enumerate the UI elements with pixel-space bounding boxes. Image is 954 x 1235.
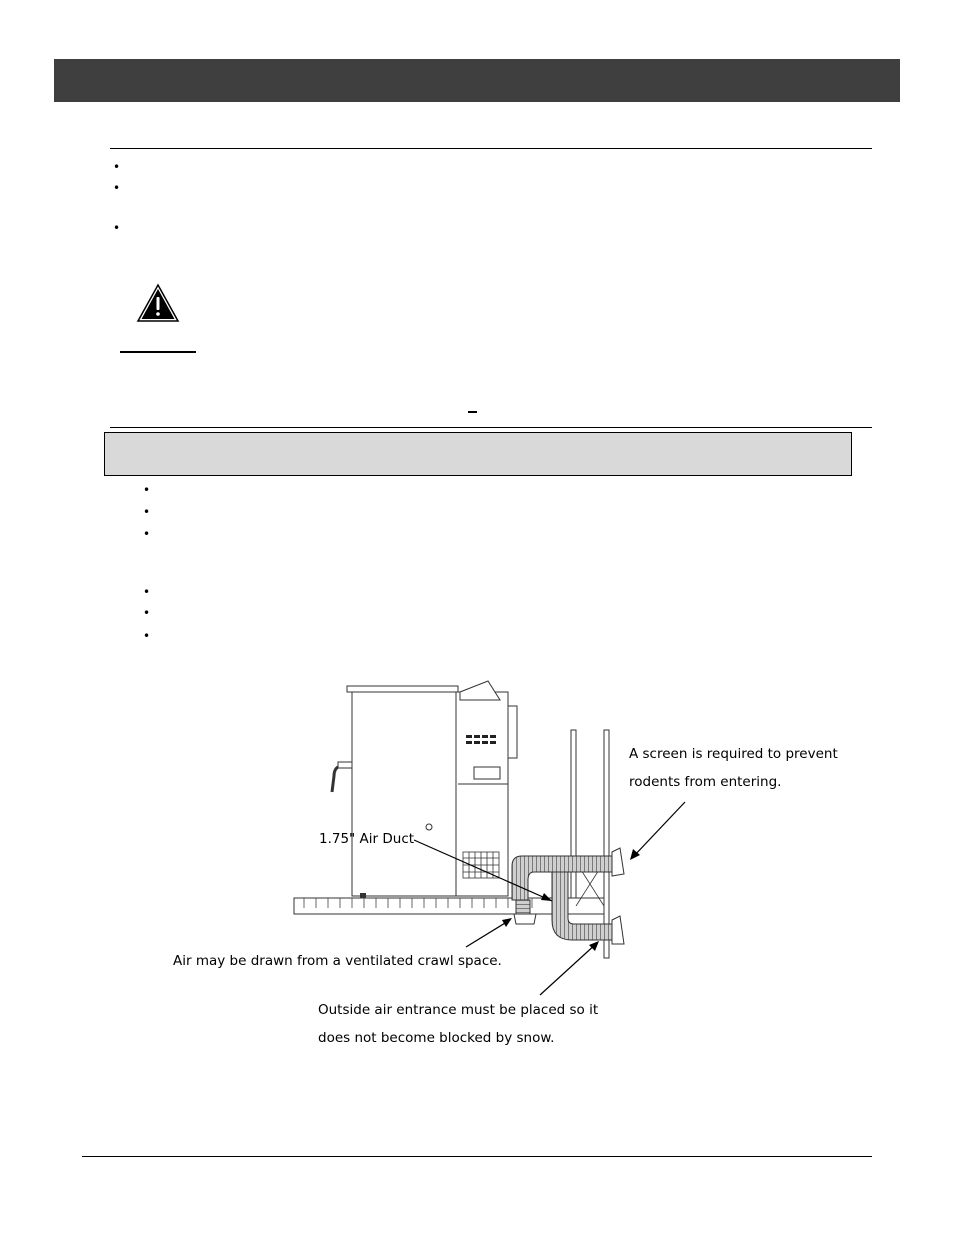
outside-air-label-line2: does not become blocked by snow. xyxy=(318,1030,555,1046)
bullet: • xyxy=(143,483,151,497)
screen-label-line2: rodents from entering. xyxy=(629,774,782,790)
bullet: • xyxy=(143,585,151,599)
air-duct-label: 1.75" Air Duct xyxy=(319,831,415,847)
dash-mark xyxy=(468,411,477,413)
bullet: • xyxy=(143,505,151,519)
bullet: • xyxy=(113,181,121,195)
outside-air-diagram xyxy=(0,670,954,1070)
section-header-bar xyxy=(54,59,900,102)
bullet: • xyxy=(143,527,151,541)
screen-label-line1: A screen is required to prevent xyxy=(629,746,838,762)
crawl-space-label: Air may be drawn from a ventilated crawl space. xyxy=(173,953,502,969)
outside-air-label-line1: Outside air entrance must be placed so it xyxy=(318,1002,599,1018)
bullet: • xyxy=(113,160,121,174)
top-rule xyxy=(110,148,872,149)
warning-triangle-icon xyxy=(136,283,180,323)
bullet: • xyxy=(113,221,121,235)
warning-underline xyxy=(120,351,196,353)
bullet: • xyxy=(143,629,151,643)
section-rule xyxy=(110,427,872,428)
footer-rule xyxy=(82,1156,872,1157)
shaded-heading-box xyxy=(104,432,852,476)
bullet: • xyxy=(143,606,151,620)
